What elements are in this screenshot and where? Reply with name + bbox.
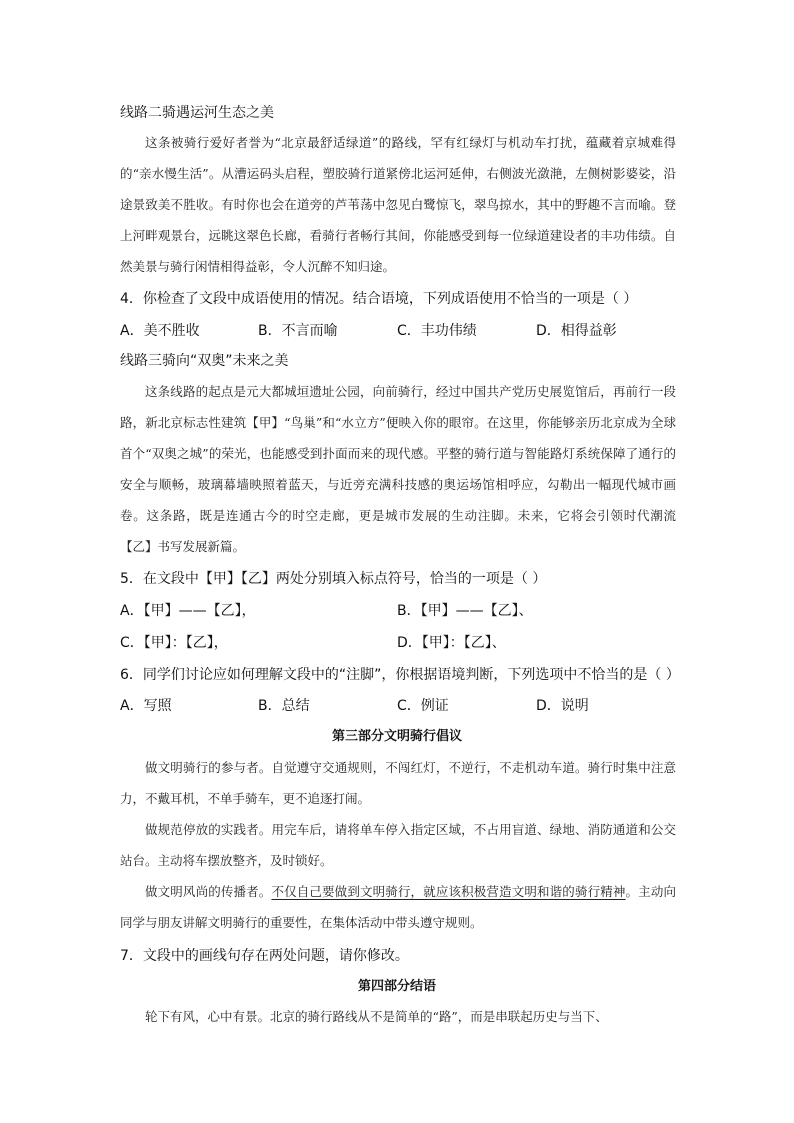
question-7-stem: 7．文段中的画线句存在两处问题，请你修改。 (120, 948, 409, 964)
question-4-stem: 4．你检查了文段中成语使用的情况。结合语境，下列成语使用不恰当的一项是（ ） (120, 291, 638, 307)
q5-option-c: C．【甲】：【乙】， (120, 635, 228, 651)
part3-paragraph-2: 做规范停放的实践者。用完车后，请将单车停入指定区域，不占用盲道、绿地、消防通道和公交站台。主动将车摆放整齐，及时锁好。 (120, 822, 676, 868)
q5-option-a: A．【甲】——【乙】， (120, 603, 256, 619)
part3-p3-lead: 做文明风尚的传播者。 (145, 884, 272, 899)
part3-title: 第三部分文明骑行倡议 (331, 729, 462, 744)
q4-option-b: B．不言而喻 (258, 323, 338, 339)
part4-title: 第四部分结语 (357, 979, 436, 994)
part3-p3-rest: 。主动向同学与朋友讲解文明骑行的重要性，在集体活动中带头遵守规则。 (120, 884, 676, 930)
route3-heading: 线路三骑向“双奥”未来之美 (120, 353, 289, 369)
route3-paragraph: 这条线路的起点是元大都城垣遗址公园，向前骑行，经过中国共产党历史展览馆后，再前行一段路，新北京标志性建筑【甲】“鸟巢”和“水立方”便映入你的眼帘。在这里，你能够亲历北京成为全球首个“双奥之城”的荣光，也能感受到扑面而来的现代感。平整的骑行道与智能路灯系统保障了通行的安全与顺畅，玻璃幕墙映照着蓝天，与近旁充满科技感的奥运场馆相呼应，勾勒出一幅现代城市画卷。这条路，既是连通古今的时空走廊，更是城市发展的生动注脚。未来，它将会引领时代潮流【乙】书写发展新篇。 (120, 384, 676, 554)
question-5-stem: 5．在文段中【甲】【乙】两处分别填入标点符号，恰当的一项是（ ） (120, 571, 547, 587)
part4-paragraph-1: 轮下有风，心中有景。北京的骑行路线从不是简单的“路”，而是串联起历史与当下、 (145, 1009, 608, 1024)
part3-paragraph-1: 做文明骑行的参与者。自觉遵守交通规则，不闯红灯，不逆行，不走机动车道。骑行时集中注意力，不戴耳机，不单手骑车，更不追逐打闹。 (120, 760, 676, 806)
q4-option-a: A．美不胜收 (120, 323, 200, 339)
q6-option-b: B．总结 (258, 698, 310, 714)
question-6-stem: 6．同学们讨论应如何理解文段中的“注脚”，你根据语境判断，下列选项中不恰当的是（ ） (120, 667, 680, 683)
q4-option-d: D．相得益彰 (536, 323, 617, 339)
route2-heading: 线路二骑遇运河生态之美 (120, 105, 274, 121)
route2-paragraph: 这条被骑行爱好者誉为“北京最舒适绿道”的路线，罕有红绿灯与机动车打扰，蕴藏着京城难得的“亲水慢生活”。从漕运码头启程，塑胶骑行道紧傍北运河延伸，右侧波光潋滟，左侧树影婆娑，沿途景致美不胜收。有时你也会在道旁的芦苇荡中忽见白鹭惊飞，翠鸟掠水，其中的野趣不言而喻。登上河畔观景台，远眺这翠色长廊，看骑行者畅行其间，你能感受到每一位绿道建设者的丰功伟绩。自然美景与骑行闲情相得益彰，令人沉醉不知归途。 (120, 135, 676, 274)
part3-paragraph-3 (120, 876, 676, 938)
q6-option-d: D．说明 (536, 698, 589, 714)
q4-option-c: C．丰功伟绩 (397, 323, 477, 339)
underlined-sentence: 不仅自己要做到文明骑行，就应该积极营造文明和谐的骑行精神 (271, 884, 626, 899)
q6-option-c: C．例证 (397, 698, 449, 714)
q6-option-a: A．写照 (120, 698, 172, 714)
q5-option-d: D．【甲】：【乙】、 (397, 635, 506, 651)
q5-option-b: B．【甲】——【乙】、 (397, 603, 533, 619)
